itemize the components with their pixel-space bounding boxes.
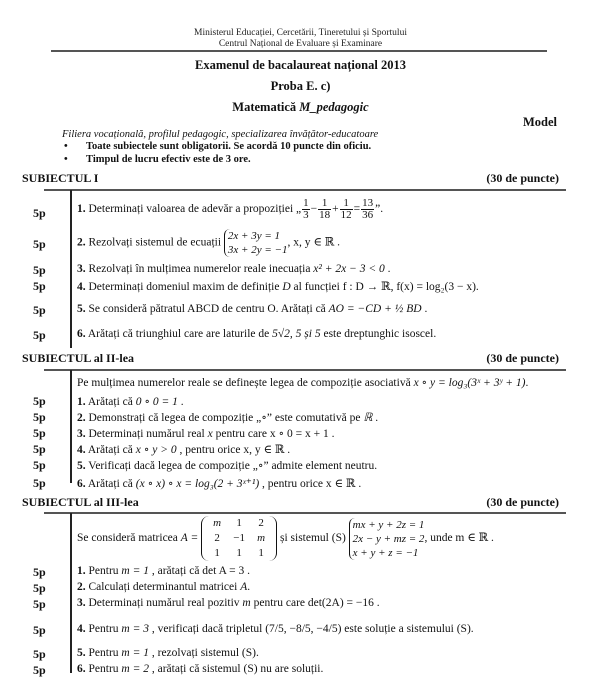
instruction-bullet: • Timpul de lucru efectiv este de 3 ore. xyxy=(64,154,251,165)
ministry-name: Ministerul Educației, Cercetării, Tineretului și Sportului xyxy=(194,28,407,38)
question-2-2: 2. Demonstrați că legea de compoziție „∘” este comutativă pe ℝ . xyxy=(77,412,379,424)
section-1-points: (30 de puncte) xyxy=(486,171,559,185)
question-1-2: 2. Rezolvați sistemul de ecuații 2x + 3y = 1 3x + 2y = −1, x, y ∈ ℝ . xyxy=(77,230,341,256)
question-3-3: 3. Determinați numărul real pozitiv m pentru care det(2A) = −16 . xyxy=(77,597,380,609)
section-1-rule xyxy=(44,189,566,191)
question-3-1: 1. Pentru m = 1 , arătați că det A = 3 . xyxy=(77,565,250,577)
points-label: 5p xyxy=(33,565,46,579)
section-3-rule xyxy=(44,512,566,514)
section-2-intro: Pe mulțimea numerelor reale se definește legea de compoziție asociativă x ∘ y = log₃(3ˣ + 3ʸ + 1). xyxy=(77,377,529,389)
header-divider xyxy=(51,50,547,52)
points-label: 5p xyxy=(33,206,46,220)
section-2-points: (30 de puncte) xyxy=(486,351,559,365)
points-label: 5p xyxy=(33,623,46,637)
question-1-3: 3. Rezolvați în mulțimea numerelor reale inecuația x² + 2x − 3 < 0 . xyxy=(77,263,391,275)
points-label: 5p xyxy=(33,426,46,440)
points-label: 5p xyxy=(33,442,46,456)
points-label: 5p xyxy=(33,663,46,677)
section-1-title: SUBIECTUL I xyxy=(22,171,99,185)
points-label: 5p xyxy=(33,458,46,472)
section-1-margin-line xyxy=(70,190,72,348)
section-3-points: (30 de puncte) xyxy=(486,495,559,509)
system-S: mx + y + 2z = 1 2x − y + mz = 2 x + y + z = −1 xyxy=(349,518,425,560)
filiera-text: Filiera vocațională, profilul pedagogic, specializarea învățător-educatoare xyxy=(62,129,379,140)
points-label: 5p xyxy=(33,394,46,408)
points-label: 5p xyxy=(33,263,46,277)
section-3-title: SUBIECTUL al III-lea xyxy=(22,495,139,509)
points-label: 5p xyxy=(33,476,46,490)
question-1-6: 6. Arătați că triunghiul care are laturile de 5√2, 5 și 5 este dreptunghic isoscel. xyxy=(77,328,437,340)
subject-title: Matematică M_pedagogic xyxy=(232,100,369,114)
model-label: Model xyxy=(522,115,557,129)
section-3-intro: Se consideră matricea A = m 1 2 2 −1 m 1 1 1 și sistemul (S) mx + y + 2z = 1 2x − y + mz = 2 x + y + z = −1, unde m ∈ ℝ . xyxy=(77,517,494,559)
question-3-5: 5. Pentru m = 1 , rezolvați sistemul (S). xyxy=(77,647,259,659)
points-label: 5p xyxy=(33,410,46,424)
points-label: 5p xyxy=(33,581,46,595)
center-name: Centrul Național de Evaluare și Examinare xyxy=(218,39,383,49)
proba-title: Proba E. c) xyxy=(270,79,331,93)
points-label: 5p xyxy=(33,237,46,251)
question-2-5: 5. Verificați dacă legea de compoziție „∘” admite element neutru. xyxy=(77,460,378,472)
section-2-title: SUBIECTUL al II-lea xyxy=(22,351,135,365)
question-2-1: 1. Arătați că 0 ∘ 0 = 1 . xyxy=(77,396,184,408)
question-2-6: 6. Arătați că (x ∘ x) ∘ x = log₃(2 + 3ˣ⁺¹) , pentru orice x ∈ ℝ . xyxy=(77,478,362,490)
section-3-margin-line xyxy=(70,513,72,673)
instruction-bullet: • Toate subiectele sunt obligatorii. Se acordă 10 puncte din oficiu. xyxy=(64,141,372,152)
matrix-A: m 1 2 2 −1 m 1 1 1 xyxy=(201,516,277,561)
question-3-6: 6. Pentru m = 2 , arătați că sistemul (S) nu are soluții. xyxy=(77,663,324,675)
section-2-margin-line xyxy=(70,370,72,483)
exam-title: Examenul de bacalaureat național 2013 xyxy=(195,58,406,72)
section-2-rule xyxy=(44,369,566,371)
question-1-5: 5. Se consideră pătratul ABCD de centru O. Arătați că AO = −CD + ½ BD . xyxy=(77,303,428,315)
question-3-2: 2. Calculați determinantul matricei A. xyxy=(77,581,251,593)
points-label: 5p xyxy=(33,279,46,293)
question-2-3: 3. Determinați numărul real x pentru care x ∘ 0 = x + 1 . xyxy=(77,428,335,440)
points-label: 5p xyxy=(33,303,46,317)
points-label: 5p xyxy=(33,328,46,342)
question-1-4: 4. Determinați domeniul maxim de definiție D al funcției f : D → ℝ, f(x) = log₂(3 − x). xyxy=(77,281,479,293)
points-label: 5p xyxy=(33,597,46,611)
question-2-4: 4. Arătați că x ∘ y > 0 , pentru orice x, y ∈ ℝ . xyxy=(77,444,291,456)
question-3-4: 4. Pentru m = 3 , verificați dacă tripletul (7/5, −8/5, −4/5) este soluție a sistemului (S). xyxy=(77,623,474,635)
question-1-1: 1. Determinați valoarea de adevăr a propoziției „ $\frac{1}{3}$ − $\frac{1}{18}$ + $\frac{1}{12}$ = $\frac{13}{36}$ ”. xyxy=(77,197,384,221)
points-label: 5p xyxy=(33,647,46,661)
